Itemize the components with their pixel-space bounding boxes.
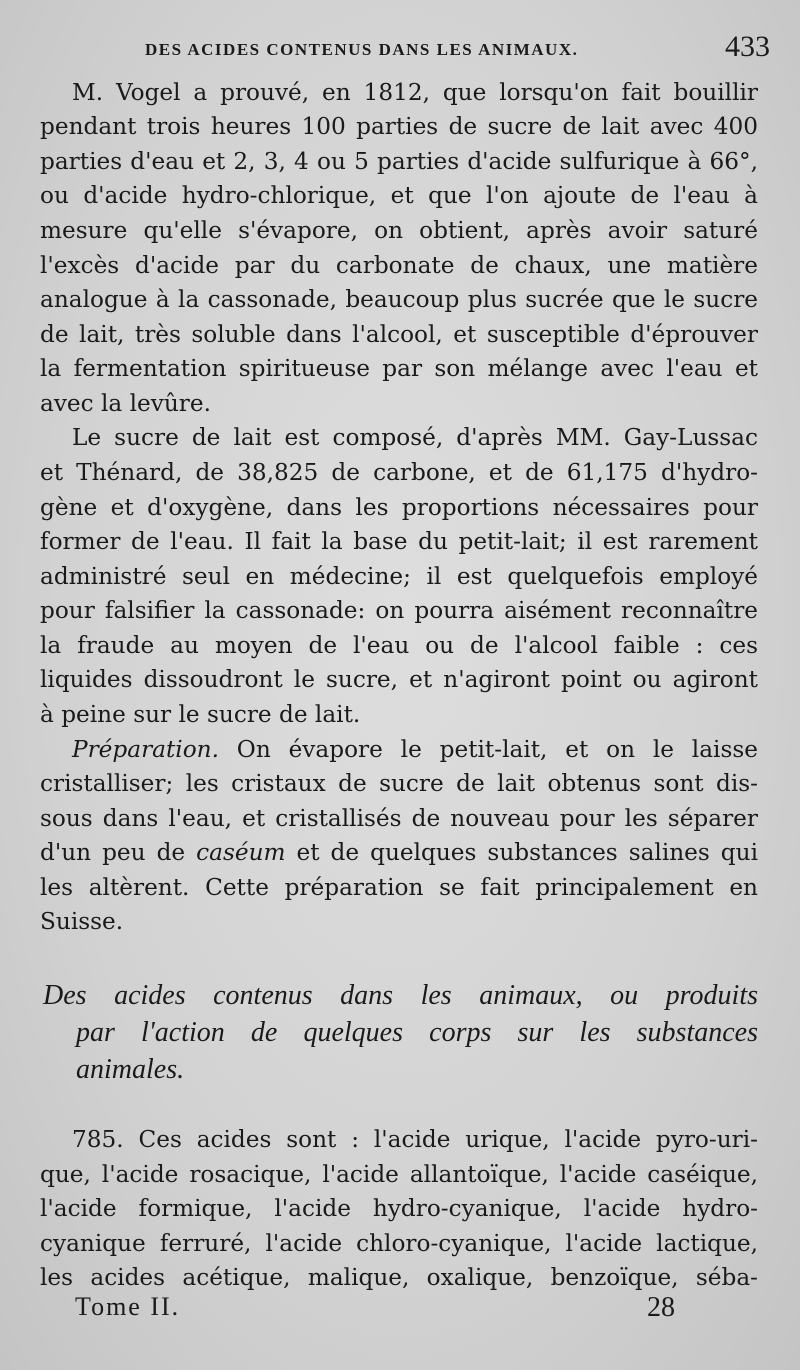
- signature-mark: 28: [647, 1292, 675, 1323]
- text-line: d'un peu de caséum et de quelques substances salines qui: [40, 839, 758, 866]
- text-line: avec la levûre.: [40, 390, 211, 417]
- text-line: parties d'eau et 2, 3, 4 ou 5 parties d'acide sulfurique à 66°,: [40, 148, 758, 175]
- text-line: M. Vogel a prouvé, en 1812, que lorsqu'on fait bouillir: [72, 79, 758, 106]
- text-line: mesure qu'elle s'évapore, on obtient, après avoir saturé: [40, 217, 758, 244]
- section-heading-line: animales.: [76, 1054, 185, 1085]
- text-line: Le sucre de lait est composé, d'après MM. Gay-Lussac: [72, 424, 758, 451]
- section-heading-line: Des acides contenus dans les animaux, ou produits: [43, 980, 758, 1011]
- page-footer: [75, 1292, 675, 1332]
- text-line: analogue à la cassonade, beaucoup plus sucrée que le sucre: [40, 286, 758, 313]
- text-line: les altèrent. Cette préparation se fait principalement en: [40, 874, 758, 901]
- text-line: les acides acétique, malique, oxalique, benzoïque, séba-: [40, 1264, 758, 1291]
- text-line: cyanique ferruré, l'acide chloro-cyanique, l'acide lactique,: [40, 1230, 758, 1257]
- text-line: cristalliser; les cristaux de sucre de lait obtenus sont dis-: [40, 770, 758, 797]
- text-line: sous dans l'eau, et cristallisés de nouveau pour les séparer: [40, 805, 758, 832]
- text-line: l'excès d'acide par du carbonate de chaux, une matière: [40, 252, 758, 279]
- text-line: pendant trois heures 100 parties de sucre de lait avec 400: [40, 113, 758, 140]
- italic-term: Préparation.: [72, 736, 219, 763]
- text-line: ou d'acide hydro-chlorique, et que l'on ajoute de l'eau à: [40, 182, 758, 209]
- text-line: que, l'acide rosacique, l'acide allantoïque, l'acide caséique,: [40, 1161, 758, 1188]
- text-line: l'acide formique, l'acide hydro-cyanique, l'acide hydro-: [40, 1195, 758, 1222]
- text-line: et Thénard, de 38,825 de carbone, et de 61,175 d'hydro-: [40, 459, 758, 486]
- volume-label: Tome II.: [75, 1292, 181, 1321]
- text-line: de lait, très soluble dans l'alcool, et susceptible d'éprouver: [40, 321, 758, 348]
- text-line: gène et d'oxygène, dans les proportions nécessaires pour: [40, 494, 758, 521]
- text-line: liquides dissoudront le sucre, et n'agiront point ou agiront: [40, 666, 758, 693]
- text-line: à peine sur le sucre de lait.: [40, 701, 361, 728]
- text-line: pour falsifier la cassonade: on pourra aisément reconnaître: [40, 597, 758, 624]
- text-line: administré seul en médecine; il est quelquefois employé: [40, 563, 758, 590]
- text-line: la fraude au moyen de l'eau ou de l'alcool faible : ces: [40, 632, 758, 659]
- text-line: la fermentation spiritueuse par son mélange avec l'eau et: [40, 355, 758, 382]
- italic-term: caséum: [196, 839, 286, 866]
- text-line: Préparation. On évapore le petit-lait, et on le laisse: [72, 736, 758, 763]
- running-title: DES ACIDES CONTENUS DANS LES ANIMAUX.: [145, 40, 579, 59]
- text-line: 785. Ces acides sont : l'acide urique, l'acide pyro-uri-: [72, 1126, 758, 1153]
- page-number: 433: [725, 30, 770, 63]
- text-line: former de l'eau. Il fait la base du petit-lait; il est rarement: [40, 528, 758, 555]
- running-head: [40, 30, 770, 66]
- text-line: Suisse.: [40, 908, 124, 935]
- section-heading-line: par l'action de quelques corps sur les substances: [76, 1017, 758, 1048]
